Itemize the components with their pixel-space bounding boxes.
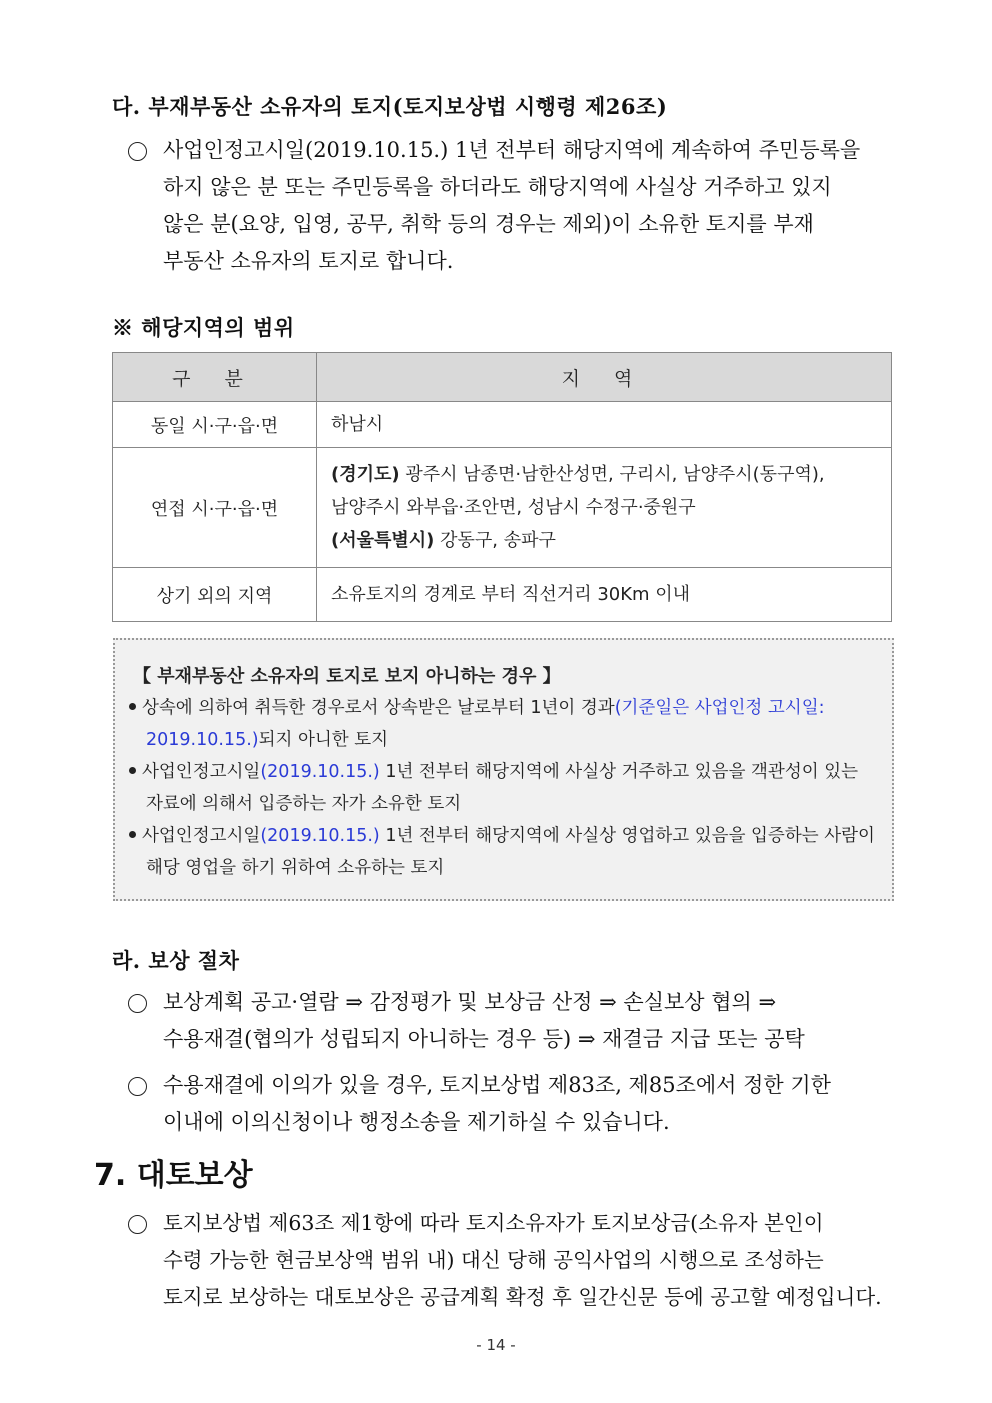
- section-heading-ra: 라. 보상 절차: [112, 948, 240, 973]
- note-title: 【 부재부동산 소유자의 토지로 보지 아니하는 경우 】: [133, 666, 561, 687]
- province-label-seoul: (서울특별시): [331, 530, 435, 551]
- table-header-row: [113, 353, 892, 402]
- land-compensation-paragraph: 토지보상법 제63조 제1항에 따라 토지소유자가 토지보상금(소유자 본인이 수령 가능한 현금보상액 범위 내) 대신 당해 공익사업의 시행으로 조성하는 토지로 보상하는 대토보상은 공급계획 확정 후 일간신문 등에 공고할 예정입니다.: [163, 1211, 882, 1309]
- bullet-dot-icon: [129, 703, 136, 710]
- table-cell-category: 연접 시·구·읍·면: [113, 448, 317, 568]
- table-cell-region: (경기도) 광주시 남종면·남한산성면, 구리시, 남양주시(동구역), 남양주시 와부읍·조안면, 성남시 수정구·중원구 (서울특별시) 강동구, 송파구: [317, 448, 892, 568]
- circle-bullet-icon: [128, 142, 147, 161]
- section-heading-da: 다. 부재부동산 소유자의 토지(토지보상법 시행령 제26조): [112, 94, 668, 119]
- table-row: [113, 402, 892, 448]
- table-header-category: 구 분: [113, 353, 317, 402]
- table-cell-region: 하남시: [317, 402, 892, 448]
- table-row: [113, 568, 892, 622]
- bullet-dot-icon: [129, 767, 136, 774]
- page-number: - 14 -: [476, 1336, 516, 1354]
- circle-bullet-icon: [128, 1215, 147, 1234]
- circle-bullet-icon: [128, 994, 147, 1013]
- table-cell-category: 동일 시·구·읍·면: [113, 402, 317, 448]
- table-row: [113, 448, 892, 568]
- procedure-steps: 보상계획 공고·열람 ⇒ 감정평가 및 보상금 산정 ⇒ 손실보상 협의 ⇒ 수용재결(협의가 성립되지 아니하는 경우 등) ⇒ 재결금 지급 또는 공탁: [163, 990, 805, 1051]
- table-header-region: 지 역: [317, 353, 892, 402]
- list-item: 사업인정고시일(2019.10.15.) 1년 전부터 해당지역에 사실상 거주하고 있음을 객관성이 있는 자료에 의해서 입증하는 자가 소유한 토지: [129, 756, 891, 820]
- table-cell-region: 소유토지의 경계로 부터 직선거리 30Km 이내: [317, 568, 892, 622]
- circle-bullet-icon: [128, 1077, 147, 1096]
- region-table: [112, 352, 892, 622]
- region-heading: ※ 해당지역의 범위: [112, 315, 295, 340]
- objection-paragraph: 수용재결에 이의가 있을 경우, 토지보상법 제83조, 제85조에서 정한 기한 이내에 이의신청이나 행정소송을 제기하실 수 있습니다.: [163, 1073, 831, 1134]
- section-da-paragraph: 사업인정고시일(2019.10.15.) 1년 전부터 해당지역에 계속하여 주민등록을 하지 않은 분 또는 주민등록을 하더라도 해당지역에 사실상 거주하고 있지 않은 분(요양, 입영, 공무, 취학 등의 경우는 제외)이 소유한 토지를 부재 부동산 소유자의 토지로 합니다.: [163, 138, 861, 273]
- province-label-gyeonggi: (경기도): [331, 464, 400, 485]
- exception-note-box: [113, 638, 894, 901]
- bullet-dot-icon: [129, 831, 136, 838]
- list-item: 상속에 의하여 취득한 경우로서 상속받은 날로부터 1년이 경과(기준일은 사업인정 고시일: 2019.10.15.)되지 아니한 토지: [129, 692, 891, 756]
- section-heading-7: 7. 대토보상: [94, 1158, 253, 1193]
- list-item: 사업인정고시일(2019.10.15.) 1년 전부터 해당지역에 사실상 영업하고 있음을 입증하는 사람이 해당 영업을 하기 위하여 소유하는 토지: [129, 820, 891, 884]
- table-cell-category: 상기 외의 지역: [113, 568, 317, 622]
